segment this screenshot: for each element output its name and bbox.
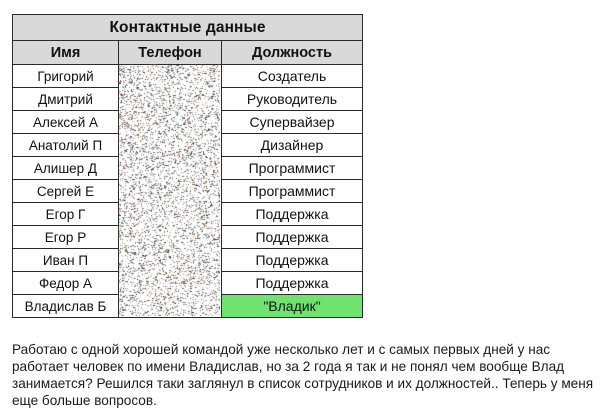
name-cell: Григорий xyxy=(13,65,119,88)
role-cell: Супервайзер xyxy=(222,111,363,134)
header-phone: Телефон xyxy=(119,41,222,65)
role-cell: Поддержка xyxy=(222,203,363,226)
name-cell: Федор А xyxy=(13,272,119,295)
table-row xyxy=(13,65,363,88)
role-cell: Дизайнер xyxy=(222,134,363,157)
title-row xyxy=(13,15,363,41)
name-cell: Владислав Б xyxy=(13,295,119,318)
post-caption: Работаю с одной хорошей командой уже несколько лет и с самых первых дней у нас работает человек по имени Владислав, но за 2 года я так и не понял чем вообще Влад занимается? Решился таки заглянул в список сотрудников и их должностей.. Теперь у меня еще больше вопросов. xyxy=(12,342,594,408)
header-name: Имя xyxy=(13,41,119,65)
role-cell: Поддержка xyxy=(222,272,363,295)
name-cell: Егор Г xyxy=(13,203,119,226)
name-cell: Анатолий П xyxy=(13,134,119,157)
table-title: Контактные данные xyxy=(13,15,363,41)
role-cell: Программист xyxy=(222,157,363,180)
role-cell-highlighted: "Владик" xyxy=(222,295,363,318)
role-cell: Программист xyxy=(222,180,363,203)
header-row xyxy=(13,41,363,65)
name-cell: Дмитрий xyxy=(13,88,119,111)
role-cell: Поддержка xyxy=(222,249,363,272)
name-cell: Егор Р xyxy=(13,226,119,249)
name-cell: Сергей Е xyxy=(13,180,119,203)
role-cell: Создатель xyxy=(222,65,363,88)
name-cell: Алексей А xyxy=(13,111,119,134)
role-cell: Поддержка xyxy=(222,226,363,249)
phone-cell-redacted xyxy=(119,65,222,318)
role-cell: Руководитель xyxy=(222,88,363,111)
name-cell: Иван П xyxy=(13,249,119,272)
name-cell: Алишер Д xyxy=(13,157,119,180)
header-role: Должность xyxy=(222,41,363,65)
contacts-table xyxy=(12,14,363,318)
